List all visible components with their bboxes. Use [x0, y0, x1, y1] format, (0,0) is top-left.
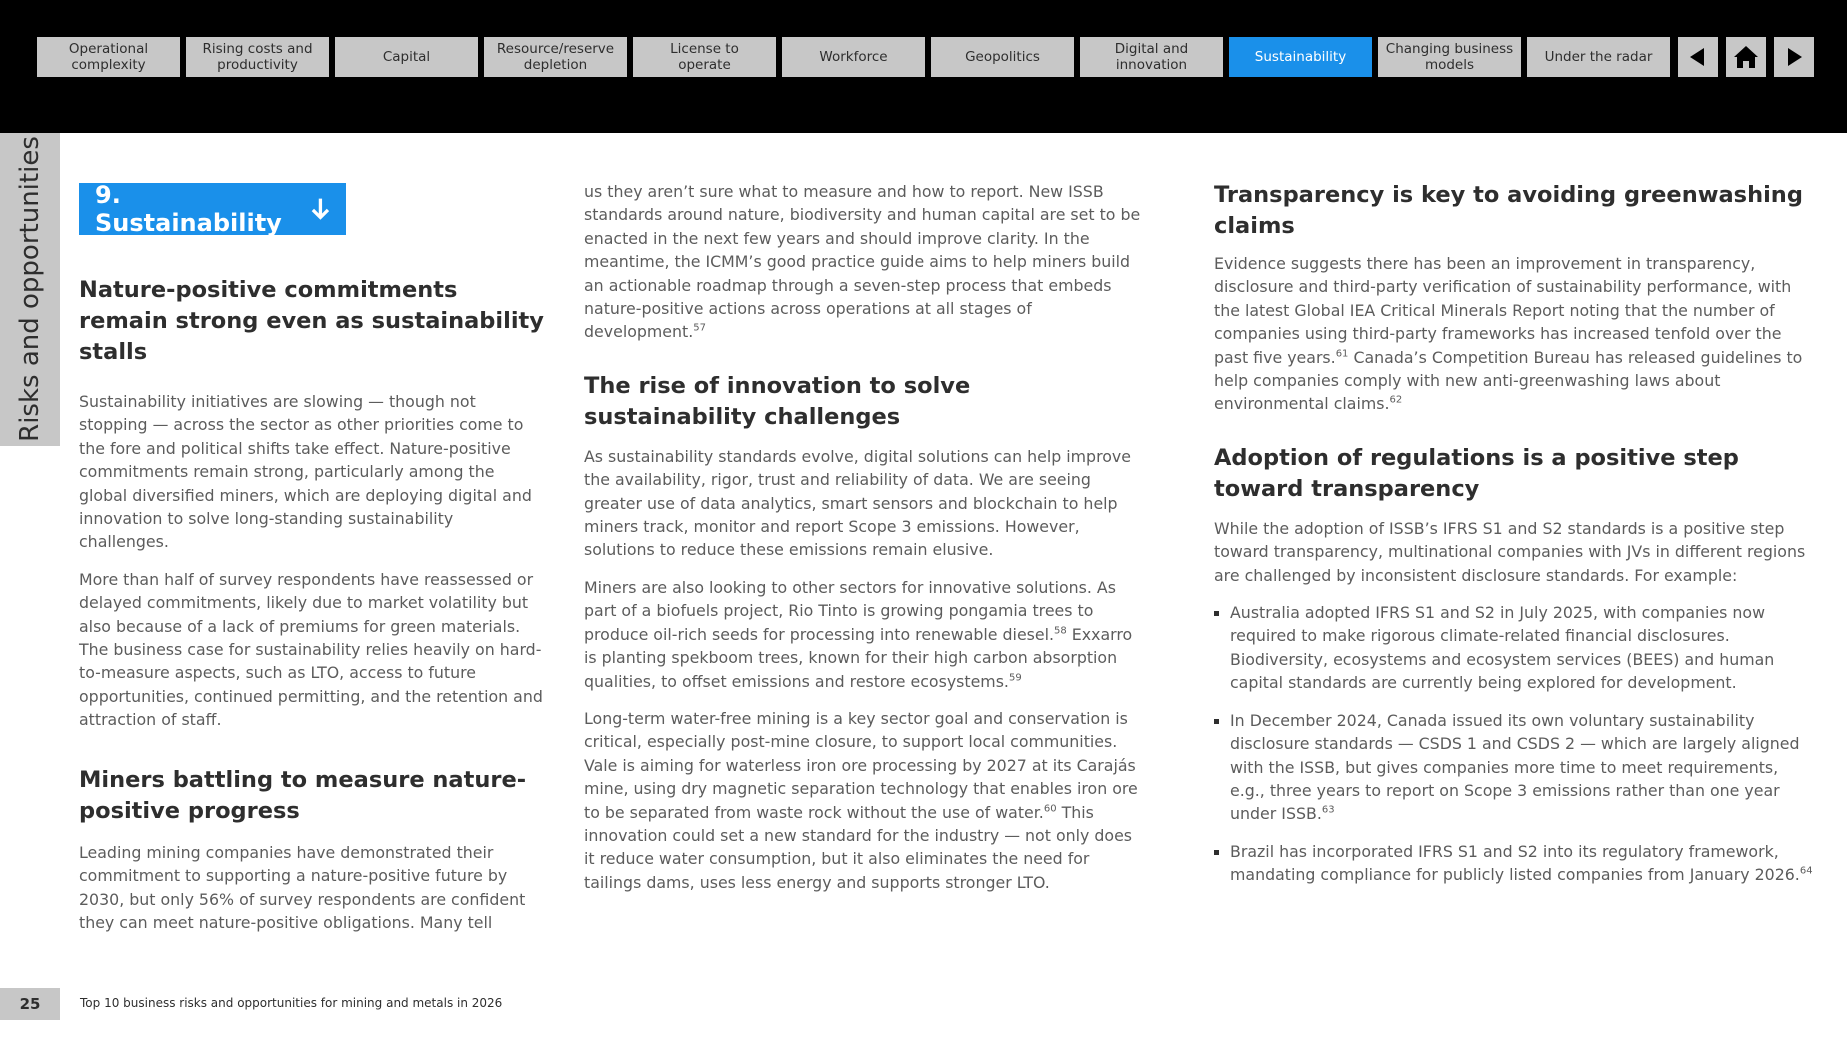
heading-regulations: Adoption of regulations is a positive step toward transparency: [1214, 444, 1739, 502]
tab-rising-costs[interactable]: Rising costs and productivity: [186, 37, 329, 77]
column-right: [1214, 180, 1814, 887]
side-tab-label: Risks and opportunities: [15, 136, 45, 442]
paragraph: Leading mining companies have demonstrated their commitment to supporting a nature-positive future by 2030, but only 56% of survey respondents are confident they can meet nature-positive obligations. Many tell: [79, 842, 526, 932]
side-section-tab: [0, 133, 60, 446]
tab-capital[interactable]: Capital: [335, 37, 478, 77]
footnote-ref[interactable]: 61: [1335, 348, 1349, 360]
paragraph: Evidence suggests there has been an improvement in transparency, disclosure and third-party verification of sustainability performance, with the latest Global IEA Critical Minerals Report noting that the number of companies using third-party frameworks has increased tenfold over the past five years.$^{61}$ Canada’s Competition Bureau has released guidelines to help companies comply with new anti-greenwashing laws about environmental claims.$^{62}$: [1214, 254, 1803, 414]
heading-nature-positive: Nature-positive commitments remain strong even as sustainability stalls: [79, 277, 544, 365]
page-nav-buttons: [1678, 37, 1814, 77]
paragraph: us they aren’t sure what to measure and how to report. New ISSB standards around nature, biodiversity and human capital are set to be enacted in the next few years and should improve clarity. In the meantime, the ICMM’s good practice guide aims to help miners build an actionable roadmap through a seven-step process that embeds nature-positive actions across operations at all stages of development.$^{57}$: [584, 182, 1141, 342]
paragraph: While the adoption of ISSB’s IFRS S1 and S2 standards is a positive step toward transparency, multinational companies with JVs in different regions are challenged by inconsistent disclosure standards. For example:: [1214, 518, 1806, 585]
footnote-ref[interactable]: 64: [1799, 865, 1813, 877]
paragraph: Long-term water-free mining is a key sector goal and conservation is critical, especially post-mine closure, to support local communities. Vale is aiming for waterless iron ore processing by 2027 at its Carajás mine, using dry magnetic separation technology that enables iron ore to be separated from waste rock without the use of water.$^{60}$ This innovation could set a new standard for the industry — not only does it reduce water consumption, but it also eliminates the need for tailings dams, uses less energy and supports stronger LTO.: [584, 708, 1138, 892]
list-item: Brazil has incorporated IFRS S1 and S2 into its regulatory framework, mandating compliance for publicly listed companies from January 2026.64: [1230, 840, 1814, 887]
tab-under-the-radar[interactable]: Under the radar: [1527, 37, 1670, 77]
tab-workforce[interactable]: Workforce: [782, 37, 925, 77]
top-navigation-bar: [0, 0, 1847, 133]
home-icon: [1733, 45, 1759, 69]
footer-title: Top 10 business risks and opportunities for mining and metals in 2026: [80, 996, 503, 1010]
arrow-down-icon: [311, 197, 330, 221]
previous-icon: [1687, 46, 1709, 68]
footnote-ref[interactable]: 57: [693, 323, 706, 335]
list-item: Australia adopted IFRS S1 and S2 in July 2025, with companies now required to make rigorous climate-related financial disclosures. Biodiversity, ecosystems and ecosystem services (BEES) and human capital standards are currently being explored for development.: [1230, 601, 1814, 695]
next-icon: [1783, 46, 1805, 68]
previous-page-button[interactable]: [1678, 37, 1718, 77]
paragraph: Sustainability initiatives are slowing — though not stopping — across the sector as other priorities come to the fore and political shifts take effect. Nature-positive commitments remain strong, particularly among the global diversified miners, which are deploying digital and innovation to solve long-standing sustainability challenges.: [79, 392, 532, 552]
bullet-list: [1214, 601, 1814, 886]
footnote-ref[interactable]: 63: [1321, 805, 1335, 817]
next-page-button[interactable]: [1774, 37, 1814, 77]
section-badge-label: 9. Sustainability: [95, 181, 282, 237]
paragraph: As sustainability standards evolve, digital solutions can help improve the availability, rigor, trust and reliability of data. We are seeing greater use of data analytics, smart sensors and blockchain to help miners track, monitor and report Scope 3 emissions. However, solutions to reduce these emissions remain elusive.: [584, 446, 1131, 560]
footnote-ref[interactable]: 59: [1008, 672, 1022, 684]
list-item: In December 2024, Canada issued its own voluntary sustainability disclosure standards — CSDS 1 and CSDS 2 — which are largely aligned with the ISSB, but gives companies more time to meet requirements, e.g., three years to report on Scope 3 emissions rather than one year under ISSB.$^{63}$: [1230, 709, 1814, 826]
tab-geopolitics[interactable]: Geopolitics: [931, 37, 1074, 77]
heading-greenwashing: Transparency is key to avoiding greenwashing claims: [1214, 182, 1803, 239]
column-middle: [584, 180, 1146, 894]
tab-resource-depletion[interactable]: Resource/reserve depletion: [484, 37, 627, 77]
paragraph: More than half of survey respondents have reassessed or delayed commitments, likely due to market volatility but also because of a lack of premiums for green materials. The business case for sustainability relies heavily on hard-to-measure aspects, such as LTO, access to future opportunities, continued permitting, and the retention and attraction of staff.: [79, 569, 543, 730]
column-left: [79, 180, 545, 934]
tab-sustainability[interactable]: Sustainability: [1229, 37, 1372, 77]
heading-innovation: The rise of innovation to solve sustainability challenges: [584, 372, 971, 430]
home-button[interactable]: [1726, 37, 1766, 77]
footnote-ref[interactable]: 58: [1054, 625, 1067, 637]
section-badge: [79, 183, 346, 235]
footnote-ref[interactable]: 62: [1389, 395, 1403, 407]
tab-digital-innovation[interactable]: Digital and innovation: [1080, 37, 1223, 77]
heading-measure-progress: Miners battling to measure nature-positive progress: [79, 766, 527, 824]
section-tabs: [37, 37, 1814, 77]
tab-operational-complexity[interactable]: Operational complexity: [37, 37, 180, 77]
footnote-ref[interactable]: 60: [1043, 803, 1057, 815]
tab-license-to-operate[interactable]: License to operate: [633, 37, 776, 77]
page-number: 25: [0, 988, 60, 1020]
paragraph: Miners are also looking to other sectors for innovative solutions. As part of a biofuels project, Rio Tinto is growing pongamia trees to produce oil-rich seeds for processing into renewable diesel.$^{58}$ Exxarro is planting spekboom trees, known for their high carbon absorption qualities, to offset emissions and restore ecosystems.$^{59}$: [584, 577, 1133, 691]
tab-changing-business-models[interactable]: Changing business models: [1378, 37, 1521, 77]
